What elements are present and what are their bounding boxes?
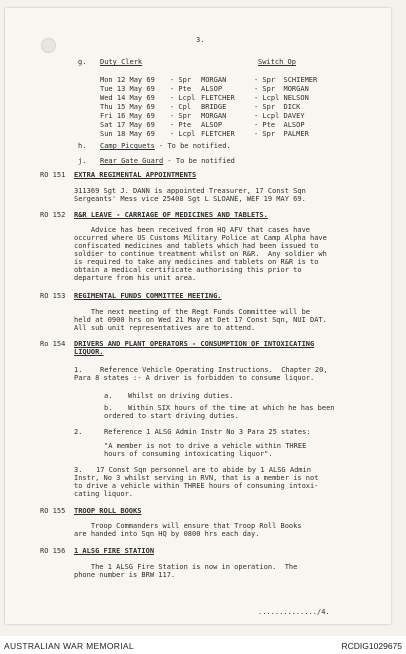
ro-154-para-3-num: 3. (74, 466, 83, 474)
ro-154-para-3: Instr, No 3 whilst serving in RVN, that is a member is not (74, 474, 319, 482)
ro-151-line: 311369 Sgt J. DANN is appointed Treasurer, 17 Const Sqn (74, 187, 306, 195)
roster-switch-op: - Spr SCHIEMER (254, 76, 318, 84)
ro-154-title-cont: LIQUOR. (74, 348, 104, 356)
ro-156-ref: RO 156 (40, 547, 66, 555)
ro-156-line: phone number is BRW 117. (74, 571, 176, 579)
rear-gate-guard (100, 157, 235, 166)
ro-154-sub-a: Whilst on driving duties. (128, 392, 234, 400)
switch-op-heading: Switch Op (258, 58, 296, 66)
archive-footer (0, 636, 406, 654)
ro-154-para-1: Para 8 states :- A driver is forbidden to consume liquor. (74, 374, 315, 382)
item-label-j: j. (78, 157, 87, 165)
roster-day: Sat 17 May 69 (100, 121, 155, 129)
ro-154-sub-b-label: b. (104, 404, 113, 412)
ro-154-para-2: Reference 1 ALSG Admin Instr No 3 Para 25 states: (104, 428, 311, 436)
ro-153-title: REGIMENTAL FUNDS COMMITTEE MEETING. (74, 292, 222, 300)
ro-153-line: held at 0900 hrs on Wed 21 May at Det 17 Const Sqn, NUI DAT. (74, 316, 327, 324)
roster-name: ALSOP (201, 85, 223, 93)
rear-gate-guard-title: Rear Gate Guard (100, 157, 164, 165)
ro-155-ref: RO 155 (40, 507, 66, 515)
ro-154-para-3: cating liquor. (74, 490, 134, 498)
ro-155-line: Troop Commanders will ensure that Troop Roll Books (74, 522, 302, 530)
ro-154-quote: hours of consuming intoxicating liquor". (104, 450, 273, 458)
ro-154-para-3: 17 Const Sqn personnel are to abide by 1 ALSG Admin (96, 466, 311, 474)
duty-clerk-heading: Duty Clerk (100, 58, 143, 66)
ro-151-title: EXTRA REGIMENTAL APPOINTMENTS (74, 171, 197, 179)
roster-name: ALSOP (201, 121, 223, 129)
item-label-h: h. (78, 142, 87, 150)
roster-rank: - Spr (170, 112, 192, 120)
ro-152-line: is required to take any medicines and tablets on R&R is to (74, 258, 319, 266)
ro-152-line: soldier to continue treatment whilst on R&R. Any soldier wh (74, 250, 327, 258)
ro-154-quote: "A member is not to drive a vehicle within THREE (104, 442, 307, 450)
ro-152-line: obtain a medical certificate authorising this prior to (74, 266, 302, 274)
ro-154-para-1-num: 1. (74, 366, 83, 374)
ro-154-title: DRIVERS AND PLANT OPERATORS - CONSUMPTION OF INTOXICATING (74, 340, 315, 348)
ro-154-para-3: to drive a vehicle within THREE hours of consuming intoxi- (74, 482, 319, 490)
ro-154-sub-b: ordered to start driving duties. (104, 412, 239, 420)
camp-picquets-text: - To be notified. (154, 142, 231, 150)
ro-154-para-2-num: 2. (74, 428, 83, 436)
ro-151-line: Sergeants' Mess vice 25408 Sgt L SLOANE, WEF 19 MAY 69. (74, 195, 306, 203)
ro-155-title: TROOP ROLL BOOKS (74, 507, 142, 515)
rear-gate-guard-text: - To be notified (163, 157, 235, 165)
ro-152-line: occurred where US Customs Military Police at Camp Alpha have (74, 234, 327, 242)
ro-156-line: The 1 ALSG Fire Station is now in operation. The (74, 563, 298, 571)
roster-name: FLETCHER (201, 130, 235, 138)
roster-day: Wed 14 May 69 (100, 94, 155, 102)
ro-153-ref: RO 153 (40, 292, 66, 300)
ro-152-line: Advice has been received from HQ AFV that cases have (74, 226, 311, 234)
ro-151-ref: RO 151 (40, 171, 66, 179)
roster-switch-op: - Spr PALMER (254, 130, 309, 138)
roster-rank: - Pte (170, 85, 192, 93)
archive-reference: RCDIG1029675 (341, 641, 402, 651)
roster-rank: - Lcpl (170, 130, 196, 138)
roster-switch-op: - Lcpl NELSON (254, 94, 309, 102)
ro-152-line: departure from his unit area. (74, 274, 197, 282)
roster-day: Mon 12 May 69 (100, 76, 155, 84)
roster-switch-op: - Spr MORGAN (254, 85, 309, 93)
ro-154-sub-b: Within SIX hours of the time at which he has been (128, 404, 335, 412)
ro-152-line: confiscated medicines and tablets which had been issued to (74, 242, 319, 250)
roster-name: MORGAN (201, 76, 227, 84)
roster-rank: - Pte (170, 121, 192, 129)
roster-rank: - Lcpl (170, 94, 196, 102)
ro-152-ref: RO 152 (40, 211, 66, 219)
camp-picquets (100, 142, 231, 151)
continuation-marker: ............../4. (258, 608, 330, 616)
item-label-g: g. (78, 58, 87, 66)
roster-switch-op: - Pte ALSOP (254, 121, 305, 129)
roster-name: FLETCHER (201, 94, 235, 102)
ro-156-title: 1 ALSG FIRE STATION (74, 547, 155, 555)
roster-switch-op: - Lcpl DAVEY (254, 112, 305, 120)
roster-day: Sun 18 May 69 (100, 130, 155, 138)
roster-day: Fri 16 May 69 (100, 112, 155, 120)
archive-name: AUSTRALIAN WAR MEMORIAL (4, 641, 134, 651)
roster-day: Thu 15 May 69 (100, 103, 155, 111)
punch-hole (41, 38, 56, 53)
roster-name: MORGAN (201, 112, 227, 120)
roster-rank: - Spr (170, 76, 192, 84)
ro-154-ref: Ro 154 (40, 340, 66, 348)
ro-153-line: All sub unit representatives are to attend. (74, 324, 256, 332)
camp-picquets-title: Camp Picquets (100, 142, 155, 150)
roster-rank: - Cpl (170, 103, 192, 111)
ro-154-sub-a-label: a. (104, 392, 113, 400)
ro-153-line: The next meeting of the Regt Funds Committee will be (74, 308, 311, 316)
ro-155-line: are handed into Sqn HQ by 0800 hrs each day. (74, 530, 260, 538)
page-number: 3. (196, 36, 205, 44)
ro-152-title: R&R LEAVE - CARRIAGE OF MEDICINES AND TABLETS. (74, 211, 268, 219)
roster-switch-op: - Spr DICK (254, 103, 301, 111)
ro-154-para-1: Reference Vehicle Operating Instructions. Chapter 20, (100, 366, 328, 374)
roster-day: Tue 13 May 69 (100, 85, 155, 93)
roster-name: BRIDGE (201, 103, 227, 111)
